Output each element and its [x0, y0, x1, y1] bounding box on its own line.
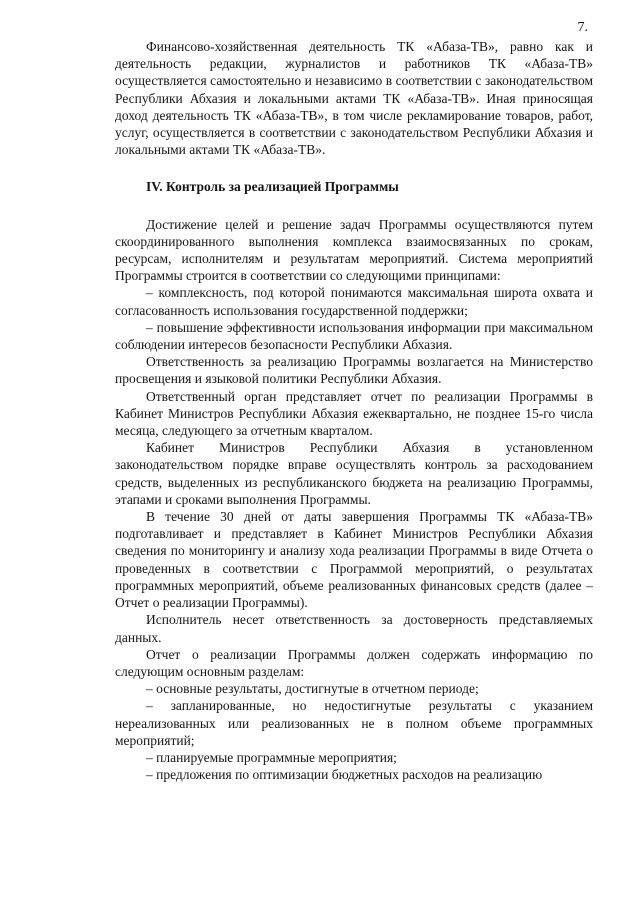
paragraph-reporting: Ответственный орган представляет отчет по реализации Программы в Кабинет Министров Республики Абхазия ежеквартально, не позднее 15-го числа месяца, следующего за отчетным кварталом.	[115, 388, 593, 439]
paragraph-final-report: В течение 30 дней от даты завершения Программы ТК «Абаза-ТВ» подготавливает и представляет в Кабинет Министров Республики Абхазия сведения по мониторингу и анализу хода реализации Программы в виде Отчета о проведенных в соответствии с Программой мероприятий, о результатах программных мероприятий, объеме реализованных финансовых средств (далее – Отчет о реализации Программы).	[115, 509, 593, 611]
paragraph-cabinet-control: Кабинет Министров Республики Абхазия в установленном законодательством порядке вправе осуществлять контроль за расходованием средств, выделенных из республиканского бюджета на реализацию Программы, этапами и сроками выполнения Программы.	[115, 440, 593, 507]
document-body	[115, 38, 593, 783]
list-item-complexity: – комплексность, под которой понимаются максимальная широта охвата и согласованность использования государственной поддержки;	[115, 285, 593, 318]
paragraph-executor: Исполнитель несет ответственность за достоверность представляемых данных.	[115, 612, 593, 645]
list-item-unachieved: – запланированные, но недостигнутые результаты с указанием нереализованных или реализованных не в полном объеме программных мероприятий;	[115, 698, 593, 748]
list-item-optimization: – предложения по оптимизации бюджетных расходов на реализацию	[146, 767, 543, 783]
section-heading: IV. Контроль за реализацией Программы	[146, 179, 399, 195]
paragraph-report-content: Отчет о реализации Программы должен содержать информацию по следующим основным разделам:	[115, 646, 593, 679]
page-number: 7.	[577, 20, 588, 35]
paragraph-program-goals: Достижение целей и решение задач Программы осуществляются путем скоординированного выполнения комплекса взаимосвязанных по срокам, ресурсам, исполнителям и результатам мероприятий. Система мероприятий Программы строится в соответствии со следующими принципами:	[115, 216, 593, 284]
paragraph-financial-activity: Финансово-хозяйственная деятельность ТК «Абаза-ТВ», равно как и деятельность редакции, журналистов и работников ТК «Абаза-ТВ» осуществляется самостоятельно и независимо в соответствии с законодательством Республики Абхазия и локальными актами ТК «Абаза-ТВ». Иная приносящая доход деятельность ТК «Абаза-ТВ», в том числе рекламирование товаров, работ, услуг, осуществляется в соответствии с законодательством Республики Абхазия и локальными актами ТК «Абаза-ТВ».	[115, 39, 593, 158]
list-item-efficiency: – повышение эффективности использования информации при максимальном соблюдении интересов безопасности Республики Абхазия.	[115, 319, 593, 353]
paragraph-responsibility: Ответственность за реализацию Программы возлагается на Министерство просвещения и языковой политики Республики Абхазия.	[115, 354, 593, 387]
list-item-results: – основные результаты, достигнутые в отчетном периоде;	[146, 681, 479, 697]
list-item-planned: – планируемые программные мероприятия;	[146, 749, 397, 765]
